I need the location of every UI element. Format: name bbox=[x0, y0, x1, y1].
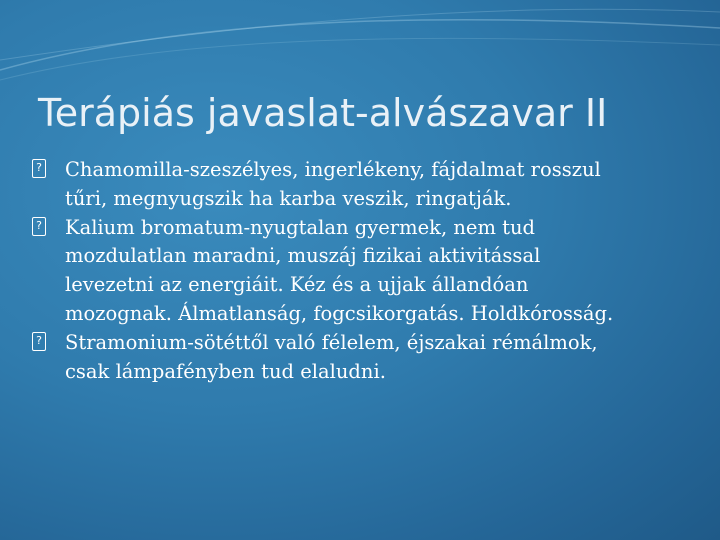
bullet-list bbox=[32, 156, 700, 386]
bullet-line: tűri, megnyugszik ha karba veszik, ringatják. bbox=[65, 186, 512, 210]
bullet-item bbox=[32, 214, 700, 329]
bullet-line: csak lámpafényben tud elaludni. bbox=[65, 359, 386, 383]
missing-glyph-box-icon: ? bbox=[32, 217, 46, 236]
bullet-line: Chamomilla-szeszélyes, ingerlékeny, fájdalmat rosszul bbox=[65, 158, 601, 181]
bullet-item bbox=[32, 329, 700, 387]
bullet-line: mozognak. Álmatlanság, fogcsikorgatás. Holdkórosság. bbox=[65, 301, 614, 325]
bullet-line: levezetni az energiáit. Kéz és a ujjak állandóan bbox=[65, 273, 529, 297]
bullet-line: Kalium bromatum-nyugtalan gyermek, nem tud bbox=[65, 215, 536, 239]
bullet-line: Stramonium-sötéttől való félelem, éjszakai rémálmok, bbox=[65, 330, 598, 354]
slide-title: Terápiás javaslat-alvászavar II bbox=[38, 91, 608, 135]
bullet-line: mozdulatlan maradni, muszáj fizikai aktivitással bbox=[65, 244, 541, 268]
missing-glyph-box-icon: ? bbox=[32, 332, 46, 351]
bullet-item bbox=[32, 156, 700, 214]
missing-glyph-box-icon: ? bbox=[32, 159, 46, 178]
